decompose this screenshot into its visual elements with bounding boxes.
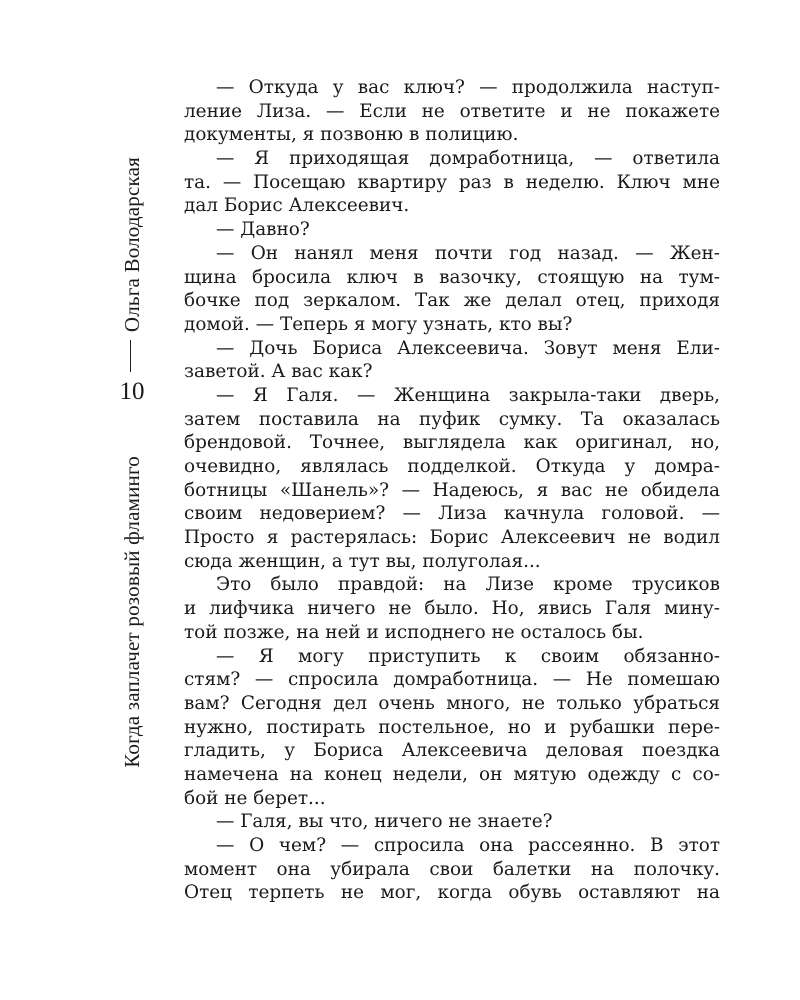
text-line: документы, я позвоню в полицию. <box>184 124 519 146</box>
text-line: — Откуда у вас ключ? — продолжила наступ- <box>216 77 720 98</box>
text-line: нужно, постирать постельное, но и рубашки пере- <box>184 716 720 738</box>
text-line: — Я Галя. — Женщина закрыла-таки дверь, <box>216 384 720 406</box>
text-line: ботницы «Шанель»? — Надеюсь, я вас не обидела <box>184 479 720 501</box>
text-line: бочке под зеркалом. Так же делал отец, приходя <box>184 290 720 312</box>
text-line: — Дочь Бориса Алексеевича. Зовут меня Ели- <box>216 337 720 359</box>
body-text <box>184 76 720 905</box>
text-line: брендовой. Точнее, выглядела как оригинал, но, <box>184 432 720 454</box>
text-line: — Он нанял меня почти год назад. — Жен- <box>216 242 720 264</box>
text-line: намечена на конец недели, он мятую одежду с со- <box>184 763 720 785</box>
text-line: той позже, на ней и исподнего не осталось бы. <box>184 621 644 643</box>
text-line: затем поставила на пуфик сумку. Та оказалась <box>184 408 720 430</box>
author-name: Ольга Володарская <box>119 157 144 333</box>
text-line: вам? Сегодня дел очень много, не только убраться <box>184 692 720 714</box>
text-line: момент она убирала свои балетки на полочку. <box>184 858 720 880</box>
text-line: и лифчика ничего не было. Но, явись Галя мину- <box>184 598 720 620</box>
text-line: Просто я растерялась: Борис Алексеевич не водил <box>184 527 720 549</box>
text-line: гладить, у Бориса Алексеевича деловая поездка <box>184 740 720 762</box>
text-line: бой не берет... <box>184 787 326 809</box>
text-line: очевидно, являлась подделкой. Откуда у домра- <box>184 456 720 477</box>
running-header-title <box>112 418 152 806</box>
running-header-author <box>112 155 152 335</box>
text-line: — Я приходящая домработница, — ответила <box>216 148 720 170</box>
text-line: домой. — Теперь я могу узнать, кто вы? <box>184 313 573 335</box>
text-line: — Я могу приступить к своим обязанно- <box>216 645 720 667</box>
book-title: Когда заплачет розовый фламинго <box>119 456 144 768</box>
text-line: дал Борис Алексеевич. <box>184 195 410 217</box>
text-line: сюда женщин, а тут вы, полуголая... <box>184 550 541 572</box>
page-number: 10 <box>119 378 145 405</box>
text-line: щина бросила ключ в вазочку, стоящую на тум- <box>184 266 720 288</box>
text-line: ление Лиза. — Если не ответите и не покажете <box>184 100 720 122</box>
text-line: заветой. А вас как? <box>184 361 373 383</box>
text-line: — О чем? — спросила она рассеянно. В этот <box>216 835 720 856</box>
text-line: своим недоверием? — Лиза качнула головой. — <box>184 503 720 525</box>
text-line: — Давно? <box>216 219 310 241</box>
text-line: Это было правдой: на Лизе кроме трусиков <box>216 574 720 596</box>
text-line: Отец терпеть не мог, когда обувь оставляют на <box>184 882 720 904</box>
text-line: та. — Посещаю квартиру раз в неделю. Ключ мне <box>184 171 720 193</box>
text-line: — Галя, вы что, ничего не знаете? <box>216 811 553 833</box>
header-divider <box>130 340 131 372</box>
text-line: стям? — спросила домработница. — Не помешаю <box>184 669 720 691</box>
